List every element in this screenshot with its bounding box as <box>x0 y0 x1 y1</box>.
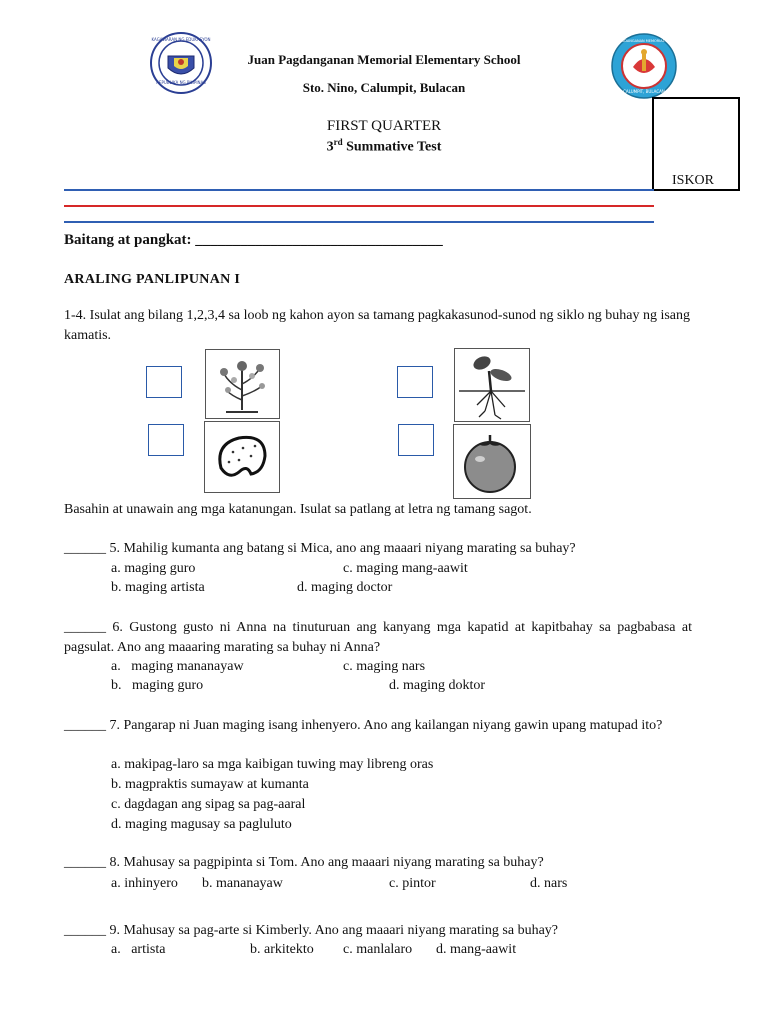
q7-option-d[interactable]: d. maging magusay sa pagluluto <box>111 817 292 832</box>
school-logo-ring-text: JUAN PAGDANGANAN MEMORIAL SCHOOL <box>611 39 677 43</box>
subject-title: ARALING PANLIPUNAN I <box>64 272 241 287</box>
q5-option-a[interactable]: a. maging guro <box>111 561 196 576</box>
quarter-title: FIRST QUARTER <box>326 118 442 134</box>
header-line-blue-top <box>64 189 654 191</box>
q7-option-a[interactable]: a. makipag-laro sa mga kaibigan tuwing may libreng oras <box>111 757 434 772</box>
answer-box-2[interactable] <box>397 366 433 398</box>
q9-option-b[interactable]: b. arkitekto <box>250 942 314 957</box>
test-number: 3 <box>326 139 334 155</box>
school-logo-bottom-text: CALUMPIT, BULACAN <box>623 89 665 94</box>
q6-option-b[interactable]: b. maging guro <box>111 678 204 693</box>
tomato-plant-image <box>205 349 280 419</box>
q9-option-c[interactable]: c. manlalaro <box>343 942 413 957</box>
q8-option-b[interactable]: b. mananayaw <box>202 876 283 891</box>
school-name: Juan Pagdanganan Memorial Elementary School <box>247 52 521 67</box>
q7-option-b[interactable]: b. magpraktis sumayaw at kumanta <box>111 777 309 792</box>
q7-option-c[interactable]: c. dagdagan ang sipag sa pag-aaral <box>111 797 306 812</box>
q8-option-d[interactable]: d. nars <box>530 876 568 891</box>
q5-option-c[interactable]: c. maging mang-aawit <box>343 561 468 576</box>
test-title-rest: Summative Test <box>342 139 442 155</box>
answer-box-1[interactable] <box>146 366 182 398</box>
header-line-red <box>64 205 654 207</box>
score-box <box>652 97 740 191</box>
header-line-blue-bottom <box>64 221 654 223</box>
q8-option-a[interactable]: a. inhinyero <box>111 876 178 891</box>
question-5: ______ 5. Mahilig kumanta ang batang si Mica, ano ang maaari niyang marating sa buhay? <box>64 541 576 556</box>
q5-option-d[interactable]: d. maging doctor <box>297 580 393 595</box>
seed-image <box>204 421 280 493</box>
deped-ring-text: KAGAWARAN NG EDUKASYON <box>151 37 211 42</box>
sprout-image <box>454 348 530 422</box>
question-7: ______ 7. Pangarap ni Juan maging isang inhenyero. Ano ang kailangan niyang gawin upang matupad ito? <box>64 718 663 733</box>
deped-bottom-text: REPUBLIKA NG PILIPINAS <box>156 80 206 85</box>
q9-option-a[interactable]: a. artista <box>111 942 166 957</box>
q5-option-b[interactable]: b. maging artista <box>111 580 205 595</box>
question-8: ______ 8. Mahusay sa pagpipinta si Tom. Ano ang maaari niyang marating sa buhay? <box>64 855 544 870</box>
q8-option-c[interactable]: c. pintor <box>389 876 436 891</box>
question-6: ______ 6. Gustong gusto ni Anna na tinuturuan ang kanyang mga kapatid at kapitbahay sa pagbabasa at pagsulat. Ano ang maaaring marating sa buhay ni Anna? <box>64 620 692 655</box>
score-label: ISKOR <box>672 173 715 188</box>
q9-option-d[interactable]: d. mang-aawit <box>436 942 517 957</box>
answer-box-4[interactable] <box>398 424 434 456</box>
q6-option-a[interactable]: a. maging mananayaw <box>111 659 244 674</box>
instruction-1-4: 1-4. Isulat ang bilang 1,2,3,4 sa loob ng kahon ayon sa tamang pagkakasunod-sunod ng siklo ng buhay ng isang kamatis. <box>64 308 691 343</box>
q6-option-c[interactable]: c. maging nars <box>343 659 426 674</box>
question-9: ______ 9. Mahusay sa pag-arte si Kimberly. Ano ang maaari niyang marating sa buhay? <box>64 923 559 938</box>
q6-option-d[interactable]: d. maging doktor <box>389 678 486 693</box>
grade-section-label: Baitang at pangkat: _________________________________ <box>64 232 443 248</box>
instruction-5-9: Basahin at unawain ang mga katanungan. Isulat sa patlang at letra ng tamang sagot. <box>64 502 532 517</box>
school-address: Sto. Nino, Calumpit, Bulacan <box>302 80 466 95</box>
tomato-image <box>453 424 531 499</box>
test-number-suffix: rd <box>333 137 343 147</box>
answer-box-3[interactable] <box>148 424 184 456</box>
